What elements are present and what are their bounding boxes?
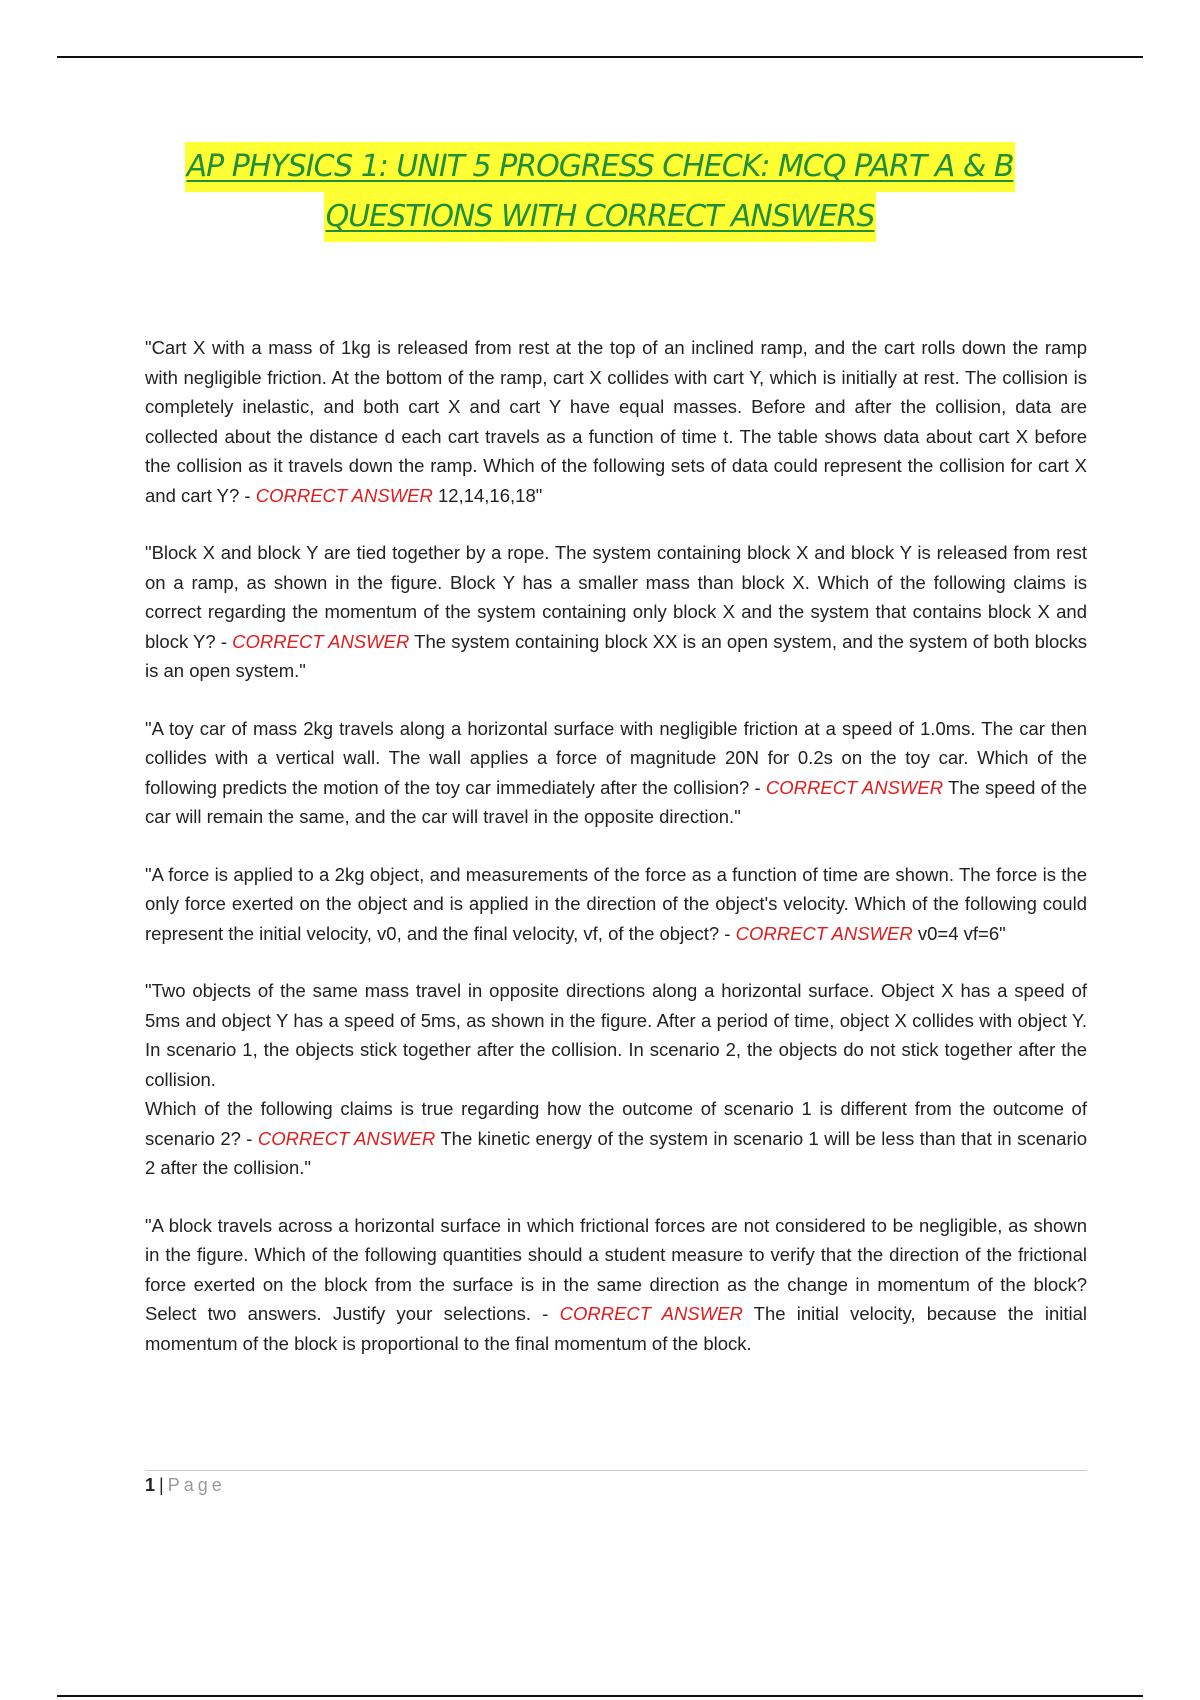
- answer-text: v0=4 vf=6": [912, 922, 1006, 944]
- qa-item: [145, 333, 1087, 510]
- answer-text: The initial velocity, because the initial momentum of the block is proportional to the final momentum of the block.: [145, 1303, 1087, 1354]
- title-line-2: QUESTIONS WITH CORRECT ANSWERS: [324, 192, 877, 242]
- document-title: [0, 142, 1200, 242]
- qa-list: [145, 333, 1087, 1386]
- qa-item: [145, 714, 1087, 832]
- question-text: "A toy car of mass 2kg travels along a horizontal surface with negligible friction at a speed of 1.0ms. The car then collides with a vertical wall. The wall applies a force of magnitude 20N for 0.2s on the toy car. Which of the following predicts the motion of the toy car immediately after the collision? -: [145, 717, 1087, 798]
- page-footer: [145, 1470, 1087, 1496]
- qa-item: [145, 538, 1087, 686]
- question-text: "Two objects of the same mass travel in opposite directions along a horizontal surface. Object X has a speed of 5ms and object Y has a speed of 5ms, as shown in the figure. After a period of time, object X collides with object Y. In scenario 1, the objects stick together after the collision. In scenario 2, the objects do not stick together after the collision.: [145, 980, 1087, 1090]
- question-text-continued: Which of the following claims is true regarding how the outcome of scenario 1 is different from the outcome of scenario 2? -: [145, 1098, 1087, 1149]
- page-label: Page: [167, 1475, 226, 1495]
- answer-text: The kinetic energy of the system in scenario 1 will be less than that in scenario 2 after the collision.": [145, 1127, 1087, 1178]
- correct-answer-label: CORRECT ANSWER: [559, 1303, 743, 1324]
- question-text: "Block X and block Y are tied together by a rope. The system containing block X and block Y is released from rest on a ramp, as shown in the figure. Block Y has a smaller mass than block X. Which of the following claims is correct regarding the momentum of the system containing only block X and the system that contains block X and block Y? -: [145, 542, 1087, 652]
- correct-answer-label: CORRECT ANSWER: [232, 630, 410, 652]
- title-line-1: AP PHYSICS 1: UNIT 5 PROGRESS CHECK: MCQ PART A & B: [185, 142, 1016, 192]
- top-rule: [57, 56, 1143, 58]
- answer-text: The speed of the car will remain the same, and the car will travel in the opposite direction.": [145, 776, 1088, 827]
- answer-text: The system containing block XX is an open system, and the system of both blocks is an open system.": [145, 630, 1088, 681]
- page-separator: |: [159, 1475, 164, 1495]
- question-text: "A force is applied to a 2kg object, and measurements of the force as a function of time are shown. The force is the only force exerted on the object and is applied in the direction of the object's velocity. Which of the following could represent the initial velocity, v0, and the final velocity, vf, of the object? -: [145, 863, 1087, 944]
- answer-text: 12,14,16,18": [432, 484, 543, 506]
- bottom-rule: [57, 1695, 1143, 1697]
- correct-answer-label: CORRECT ANSWER: [257, 1127, 436, 1149]
- question-text: "Cart X with a mass of 1kg is released from rest at the top of an inclined ramp, and the cart rolls down the ramp with negligible friction. At the bottom of the ramp, cart X collides with cart Y, which is initially at rest. The collision is completely inelastic, and both cart X and cart Y have equal masses. Before and after the collision, data are collected about the distance d each cart travels as a function of time t. The table shows data about cart X before the collision as it travels down the ramp. Which of the following sets of data could represent the collision for cart X and cart Y? -: [145, 337, 1087, 506]
- qa-item: [145, 1211, 1087, 1359]
- correct-answer-label: CORRECT ANSWER: [765, 776, 944, 798]
- qa-item: [145, 860, 1087, 949]
- correct-answer-label: CORRECT ANSWER: [735, 922, 913, 944]
- page-number: 1: [145, 1475, 156, 1495]
- qa-item: [145, 976, 1087, 1183]
- question-text: "A block travels across a horizontal surface in which frictional forces are not considered to be negligible, as shown in the figure. Which of the following quantities should a student measure to verify that the direction of the frictional force exerted on the block from the surface is in the same direction as the change in momentum of the block? Select two answers. Justify your selections. -: [145, 1214, 1087, 1324]
- correct-answer-label: CORRECT ANSWER: [255, 484, 433, 506]
